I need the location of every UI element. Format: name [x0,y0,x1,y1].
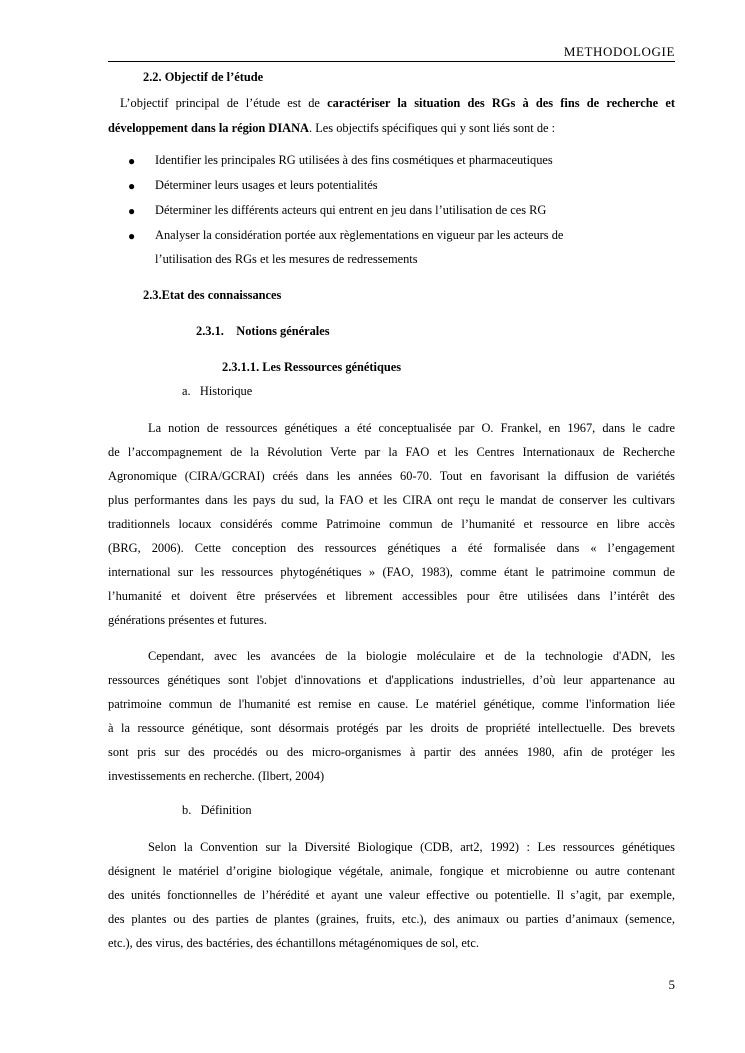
objective-item-1: Identifier les principales RG utilisées à des fins cosmétiques et pharmaceutiques [155,153,553,167]
historique-p2-line-2: ressources génétiques sont l'objet d'innovations et d'applications industrielles, d’où leur appartenance au [108,673,675,687]
historique-p1-line-9: générations présentes et futures. [108,613,267,627]
historique-p2-line-3: patrimoine commun de l'humanité est remise en cause. Le matériel génétique, comme l'information liée [108,697,675,711]
subheading-historique: a. Historique [182,384,253,398]
historique-p1-line-2: de l’accompagnement de la Révolution Verte par la FAO et les Centres Internationaux de Recherche [108,445,675,459]
historique-p1-line-4: plus performantes dans les pays du sud, la FAO et les CIRA ont reçu le mandat de conserver les cultivars [108,493,675,507]
historique-p2-line-1: Cependant, avec les avancées de la biologie moléculaire et de la technologie d'ADN, les [148,649,675,663]
bullet-icon: ● [128,204,136,218]
definition-p-line-5: etc.), des virus, des bactéries, des échantillons métagénomiques de sol, etc. [108,936,479,950]
header-rule [108,61,675,62]
historique-p2-line-4: à la ressource génétique, sont désormais protégés par les droits de propriété intellectuelle. Des brevets [108,721,675,735]
subheading-definition: b. Définition [182,803,252,817]
definition-p-line-3: des unités fonctionnelles de l’hérédité et ayant une valeur effective ou potentielle. Il s’agit, par exemple, [108,888,675,902]
bullet-icon: ● [128,154,136,168]
historique-p1-line-6: (BRG, 2006). Cette conception des ressources génétiques a été formalisée dans « l’engagement [108,541,675,555]
historique-p1-line-5: traditionnels locaux considérés comme Patrimoine commun de l’humanité et ressource en libre accès [108,517,675,531]
objectif-intro-line-1: L’objectif principal de l’étude est de caractériser la situation des RGs à des fins de recherche et [120,96,675,110]
objective-item-3: Déterminer les différents acteurs qui entrent en jeu dans l’utilisation de ces RG [155,203,547,217]
objectif-intro-line-2: développement dans la région DIANA. Les objectifs spécifiques qui y sont liés sont de : [108,121,556,135]
bullet-icon: ● [128,179,136,193]
historique-p1-line-1: La notion de ressources génétiques a été conceptualisée par O. Frankel, en 1967, dans le cadre [148,421,675,435]
historique-p2-line-5: sont pris sur des procédés ou des micro-organismes à partir des années 1980, afin de protéger les [108,745,675,759]
bullet-icon: ● [128,229,136,243]
section-heading-2-2: 2.2. Objectif de l’étude [143,70,264,84]
definition-p-line-4: des plantes ou des parties de plantes (graines, fruits, etc.), des animaux ou parties d’animaux (semence, [108,912,675,926]
section-heading-2-3-1: 2.3.1. Notions générales [196,324,330,338]
running-header: METHODOLOGIE [563,44,675,59]
section-heading-2-3-1-1: 2.3.1.1. Les Ressources génétiques [222,360,402,374]
definition-p-line-2: désignent le matériel d’origine biologique végétale, animale, fongique et microbienne ou autre contenant [108,864,675,878]
historique-p1-line-3: Agronomique (CIRA/GCRAI) créés dans les années 60-70. Tout en favorisant la diffusion de variétés [108,469,675,483]
section-heading-2-3: 2.3.Etat des connaissances [143,288,282,302]
historique-p1-line-8: l’humanité et doivent être préservées et librement accessibles pour être utilisées dans l’intérêt des [108,589,675,603]
page-number: 5 [668,977,675,992]
definition-p-line-1: Selon la Convention sur la Diversité Biologique (CDB, art2, 1992) : Les ressources génétiques [148,840,675,854]
historique-p1-line-7: international sur les ressources phytogénétiques » (FAO, 1983), comme étant le patrimoine commun de [108,565,675,579]
objective-item-4-line-2: l’utilisation des RGs et les mesures de redressements [155,252,418,266]
objective-item-2: Déterminer leurs usages et leurs potentialités [155,178,378,192]
historique-p2-line-6: investissements en recherche. (Ilbert, 2004) [108,769,325,783]
objective-item-4-line-1: Analyser la considération portée aux règlementations en vigueur par les acteurs de [155,228,564,242]
